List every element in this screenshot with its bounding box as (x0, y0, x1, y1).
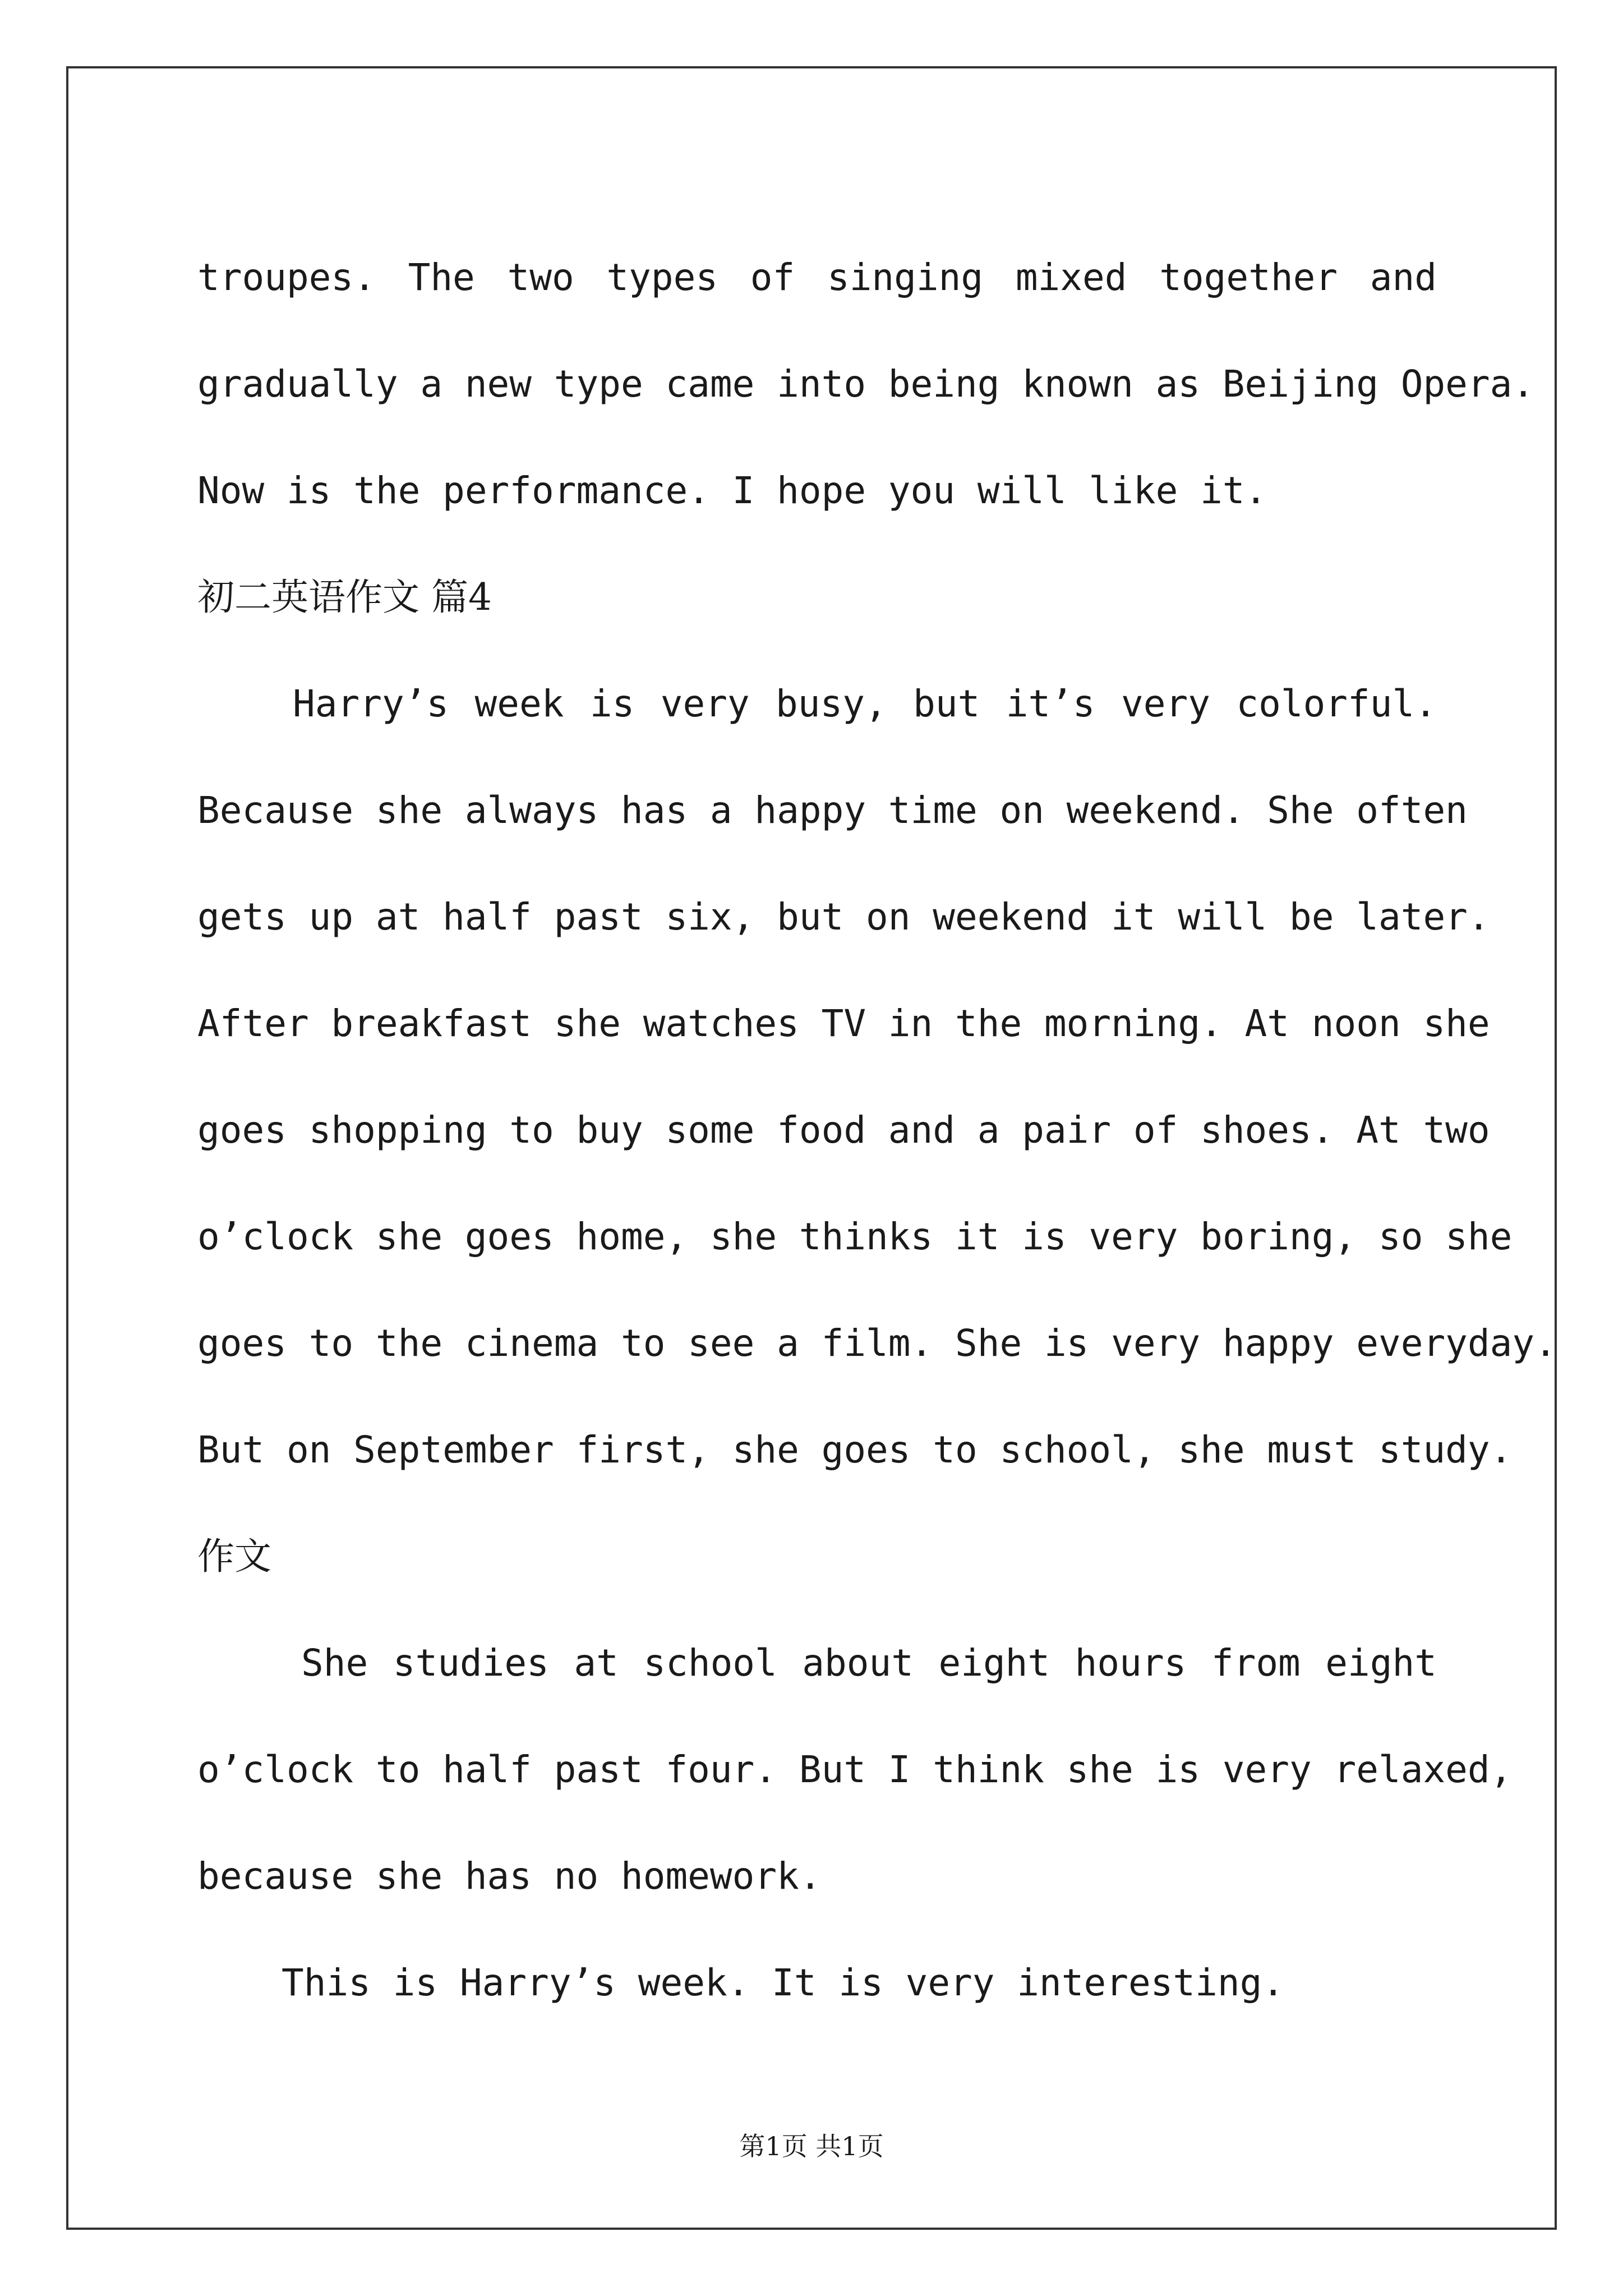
section-label: 作文 (197, 1535, 271, 1578)
text-line: because she has no homework. (197, 1855, 822, 1898)
text-line: o’clock to half past four. But I think she is very relaxed, (197, 1748, 1513, 1791)
text-line: But on September first, she goes to school, she must study. (197, 1428, 1513, 1471)
section-heading: 初二英语作文 篇4 (197, 576, 492, 619)
text-line: goes to the cinema to see a film. She is very happy everyday. (197, 1322, 1557, 1365)
text-line: After breakfast she watches TV in the morning. At noon she (197, 1002, 1490, 1045)
text-line: gradually a new type came into being known as Beijing Opera. (197, 362, 1535, 406)
text-line: She studies at school about eight hours from eight (301, 1641, 1437, 1685)
text-line: This is Harry’s week. It is very interesting. (282, 1961, 1285, 2004)
text-line: troupes. The two types of singing mixed together and (197, 256, 1437, 299)
page-footer: 第1页 共1页 (739, 2131, 884, 2161)
text-line: Because she always has a happy time on weekend. She often (197, 789, 1468, 832)
text-line: goes shopping to buy some food and a pair of shoes. At two (197, 1108, 1490, 1152)
document-body (197, 224, 1557, 2036)
text-line: o’clock she goes home, she thinks it is very boring, so she (197, 1215, 1513, 1258)
text-line: gets up at half past six, but on weekend it will be later. (197, 895, 1490, 938)
text-line: Harry’s week is very busy, but it’s very colorful. (293, 682, 1437, 725)
text-line: Now is the performance. I hope you will like it. (197, 469, 1267, 512)
